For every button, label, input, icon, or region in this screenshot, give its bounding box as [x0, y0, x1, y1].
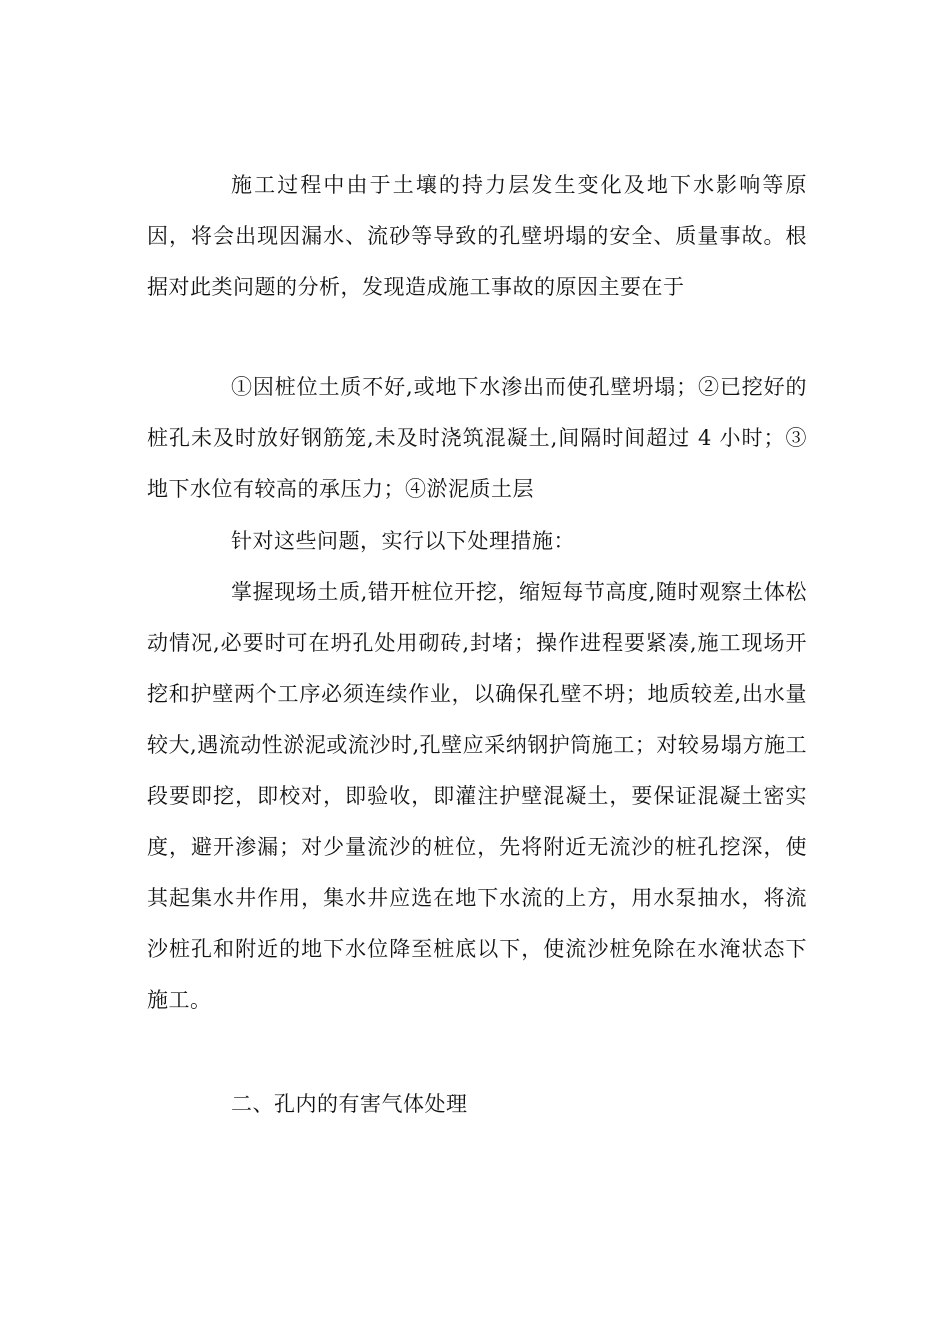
paragraph-measures-intro: 针对这些问题，实行以下处理措施：	[231, 529, 575, 553]
paragraph-measures-detail: 掌握现场土质,错开桩位开挖，缩短每节高度,随时观察土体松动情况,必要时可在坍孔处用砌砖,封堵；操作进程要紧凑,施工现场开挖和护壁两个工序必须连续作业，以确保孔壁不坍；地质较差,出水量较大,遇流动性淤泥或流沙时,孔壁应采纳钢护筒施工；对较易塌方施工段要即挖，即校对，即验收，即灌注护壁混凝土，要保证混凝土密实度，避开渗漏；对少量流沙的桩位，先将附近无流沙的桩孔挖深，使其起集水井作用，集水井应选在地下水流的上方，用水泵抽水，将流沙桩孔和附近的地下水位降至桩底以下，使流沙桩免除在水淹状态下施工。	[147, 580, 807, 1012]
section-heading: 二、孔内的有害气体处理	[231, 1092, 468, 1116]
paragraph-cause-intro: 施工过程中由于土壤的持力层发生变化及地下水影响等原因，将会出现因漏水、流砂等导致的孔壁坍塌的安全、质量事故。根据对此类问题的分析，发现造成施工事故的原因主要在于	[147, 173, 807, 299]
paragraph-cause-list: ①因桩位土质不好,或地下水渗出而使孔壁坍塌；②已挖好的桩孔未及时放好钢筋笼,未及时浇筑混凝土,间隔时间超过 4 小时；③地下水位有较高的承压力；④淤泥质土层	[147, 375, 807, 501]
